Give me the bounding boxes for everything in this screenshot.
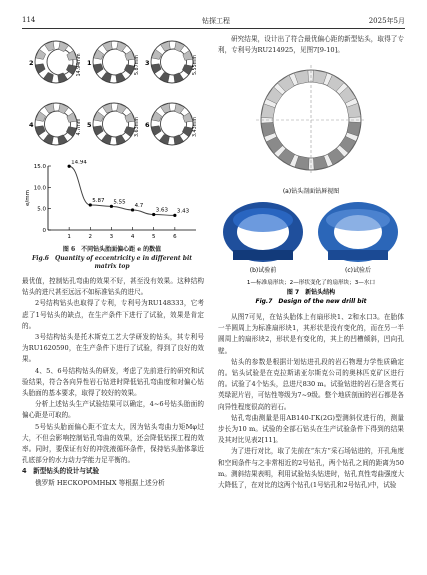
- x-tick-label: 4: [130, 234, 135, 240]
- bit-number-label: 6: [145, 121, 150, 129]
- data-label: 5.87: [92, 197, 105, 204]
- figure6-chart: [22, 160, 202, 246]
- paragraph: 研究结果，设计出了符合最优偏心距的新型钻头，取得了专利，专利号为RU214925，见图7[9-10]。: [218, 35, 404, 55]
- figure7-drill-bit: [218, 60, 404, 306]
- figure7-caption-en: Fig.7 Design of the new drill bit: [255, 298, 367, 305]
- paragraph: 3号结构钻头是托木斯克工艺大学研发的钻头，其专利号为RU1620590，在生产条件下进行了试验，得到了良好的效果。: [22, 333, 204, 364]
- paragraph: 最优值，控制钻孔弯曲的效果不好，甚至没有效果。这种结构钻头的进尺甚至远远不如标准钻头的进尺。: [22, 277, 204, 297]
- bit-top-view: [256, 65, 366, 175]
- figure7-label-c: (c)试验后: [345, 267, 371, 274]
- bit-dimension-label: 5.55mm: [193, 54, 198, 76]
- x-tick-label: 6: [173, 234, 177, 240]
- issue-date: 2025年5月: [368, 17, 405, 25]
- bit-ring-inner: [161, 49, 187, 75]
- y-tick-label: 10.0: [33, 185, 46, 192]
- figure6-bit-diagrams: [22, 34, 200, 164]
- bit-dimension-label: 4.7mm: [77, 118, 82, 136]
- bit-number-label: 4: [29, 121, 34, 129]
- bit-number-label: 2: [29, 59, 34, 67]
- y-tick-label: 0: [42, 228, 46, 234]
- section-title: 4 新型钻头的设计与试验: [22, 467, 100, 476]
- figure7-caption-cn: 图 7 新钻头结构: [286, 289, 336, 296]
- y-tick-label: 15.0: [33, 164, 46, 170]
- y-axis-label: e/mm: [25, 190, 31, 206]
- journal-name: 钻探工程: [202, 17, 230, 25]
- paragraph: 钻头的参数是根据计划钻进孔段的岩石物理力学性质确定的。钻头试验是在克拉斯诺亚尔斯克公司的奥林匹克矿区进行的。试验了4个钻头，总进尺830 m。试验钻进的岩石是含英石英绿泥片岩，可钻性等级为7~9级。整个地质剖面的岩石都是各向异性程度很高的岩石。: [218, 357, 404, 411]
- bit-number-label: 5: [87, 121, 92, 129]
- bit-number-label: 1: [87, 59, 92, 67]
- paragraph: 俄罗斯 НЕСКОРОМНЫХ 等根据上述分析: [35, 478, 165, 487]
- x-tick-label: 5: [151, 234, 156, 240]
- figure7-label-b: (b)试验前: [249, 267, 277, 274]
- figure7-label-a: (a)钻头剖面钻唇视图: [282, 188, 340, 195]
- bit-dimension-label: 3.43mm: [193, 116, 198, 138]
- left-column: [22, 276, 204, 489]
- bit-dimension-label: 3.63mm: [135, 116, 140, 138]
- figure7-legend: 1—标准扇形块；2—形状变化了的扇形块；3—水口: [246, 280, 376, 286]
- data-label: 14.94: [71, 160, 87, 166]
- paragraph: 为了进行对比，取了先前在“东方”采石场钻进的，开孔角度和空间条件与之非常相近的2号钻孔，两个钻孔之间的距离为50 m。测斜结果表明，利用试验钻头钻进时，钻孔真性弯曲强度大大降低了，在对比的这两个钻孔(1号钻孔和2号钻孔)中，试验: [218, 447, 404, 490]
- x-tick-label: 1: [67, 234, 71, 240]
- paragraph: 2号结构钻头也取得了专利，专利号为RU148333，它考虑了1号钻头的缺点，在生产条件下进行了试验，效果是肯定的。: [22, 299, 204, 330]
- bit-ring-inner: [161, 111, 187, 137]
- bit-ring-inner: [45, 111, 71, 137]
- data-label: 5.55: [113, 199, 126, 206]
- data-label: 3.43: [176, 208, 190, 215]
- paragraph: 分析上述钻头生产试验结果可以确定，4~6号钻头胎面的偏心距是可取的。: [22, 400, 204, 420]
- figure6-caption-en: Fig.6 Quantity of eccentricity e in different bit matrix top: [31, 255, 193, 270]
- data-label: 4.7: [134, 202, 144, 209]
- paragraph: 钻孔弯曲测量是用АВ140-ГК(2G)型测斜仪进行的，测量步长为10 m。试验的全部石钻头在生产试验条件下得到的结果及其对比见表2[11]。: [218, 413, 404, 445]
- data-label: 3.63: [155, 207, 168, 214]
- page-header: [22, 16, 405, 29]
- paragraph: 从图7可见，在钻头胎体上有扇形块1、2和水口3。在胎体一半圆周上为标准扇形块1，其形状是没有变化的，而在另一半圆周上的扇形块2，形状是有变化的，其上的凹槽倾斜，凹向孔壁。: [218, 313, 404, 355]
- x-tick-label: 2: [88, 234, 93, 240]
- bit-ring-inner: [103, 49, 129, 75]
- bit-dimension-label: 5.87mm: [135, 54, 140, 76]
- right-column: [218, 312, 404, 491]
- y-tick-label: 5.0: [37, 206, 46, 213]
- paragraph: 5号钻头胎面偏心距不宜太大，因为钻头弯曲力矩Mφ过大，不但会影响控制钻孔弯曲的效果，还会降低钻探工程的效率。同时，要保证有好的冲洗液循环条件，保持钻头胎体靠近孔底部分的水力动力学能力足平衡的。: [22, 422, 204, 465]
- page-number: 114: [22, 16, 36, 24]
- bit-photo-before: [223, 202, 303, 262]
- figure6-caption-cn: 图 6 不同钻头胎面偏心距 e 的数值: [62, 246, 162, 253]
- right-column-top: [218, 34, 404, 56]
- paragraph: 4、5、6号结构钻头的研发，考虑了先前进行的研究和试验结果，符合各向异性岩石钻进时降低钻孔弯曲度和对偏心钻头胎面的基本要求，取得了较好的效果。: [22, 366, 204, 398]
- bit-dimension-label: 14.94mm: [77, 53, 82, 77]
- x-tick-label: 3: [109, 234, 114, 240]
- bit-ring-inner: [103, 111, 129, 137]
- bit-number-label: 3: [145, 59, 150, 67]
- bit-photo-after: [318, 202, 398, 262]
